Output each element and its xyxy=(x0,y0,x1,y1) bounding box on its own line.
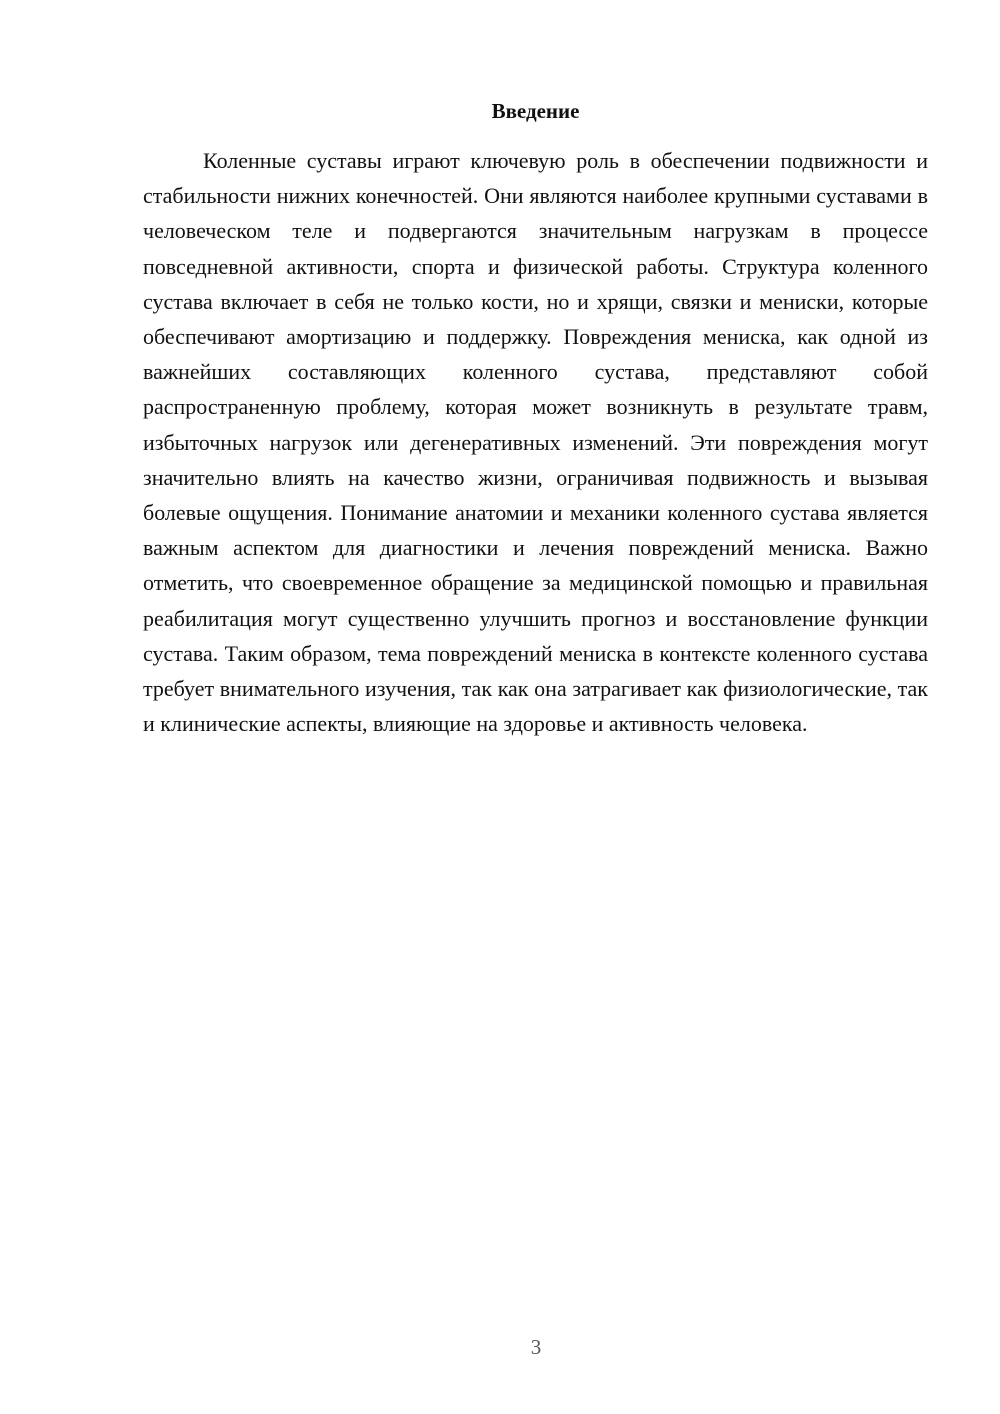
page-number: 3 xyxy=(530,1335,542,1359)
introduction-paragraph: Коленные суставы играют ключевую роль в обеспечении подвижности и стабильности нижних конечностей. Они являются наиболее крупными суставами в человеческом теле и подвергаются значительным нагрузкам в процессе повседневной активности, спорта и физической работы. Структура коленного сустава включает в себя не только кости, но и хрящи, связки и мениски, которые обеспечивают амортизацию и поддержку. Повреждения мениска, как одной из важнейших составляющих коленного сустава, представляют собой распространенную проблему, которая может возникнуть в результате травм, избыточных нагрузок или дегенеративных изменений. Эти повреждения могут значительно влиять на качество жизни, ограничивая подвижность и вызывая болевые ощущения. Понимание анатомии и механики коленного сустава является важным аспектом для диагностики и лечения повреждений мениска. Важно отметить, что своевременное обращение за медицинской помощью и правильная реабилитация могут существенно улучшить прогноз и восстановление функции сустава. Таким образом, тема повреждений мениска в контексте коленного сустава требует внимательного изучения, так как она затрагивает как физиологические, так и клинические аспекты, влияющие на здоровье и активность человека. xyxy=(143,148,928,737)
section-heading: Введение xyxy=(491,99,580,123)
